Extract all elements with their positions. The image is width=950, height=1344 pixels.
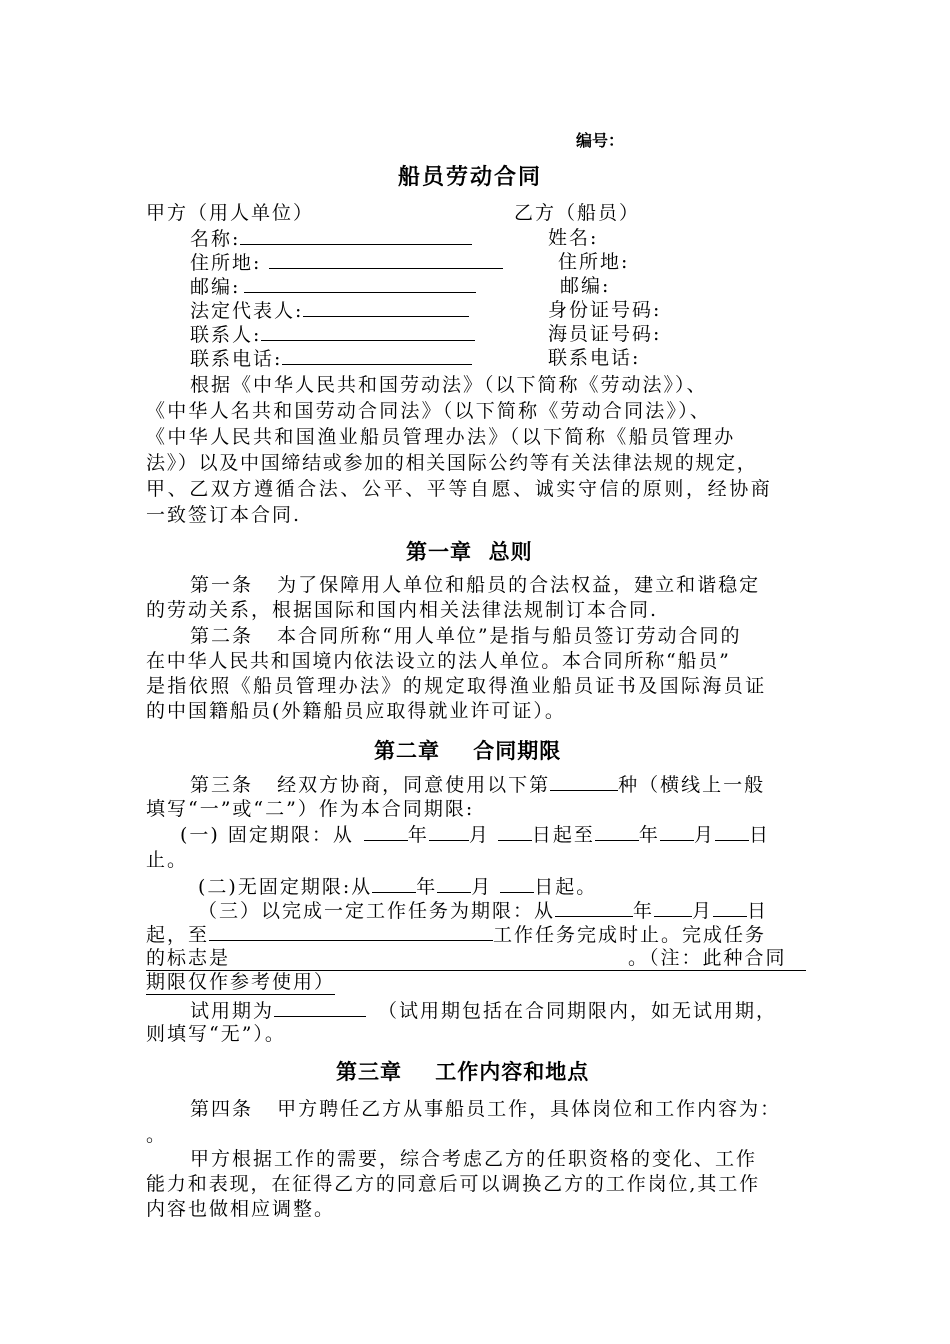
preamble-line-4: 法》）以及中国缔结或参加的相关国际公约等有关法律法规的规定， — [146, 452, 758, 474]
probation-line-1 — [190, 998, 777, 1023]
party-a-postcode-field — [190, 274, 476, 299]
preamble-line-2: 《中华人名共和国劳动合同法》（以下简称《劳动合同法》）、 — [146, 400, 712, 422]
fixed-to-day-blank[interactable] — [715, 822, 749, 841]
party-b-seaman-label: 海员证号码: — [548, 323, 662, 345]
preamble-line-5: 甲、乙双方遵循合法、公平、平等自愿、诚实守信的原则，经协商 — [146, 478, 773, 500]
article-1-line-1: 第一条 为了保障用人单位和船员的合法权益，建立和谐稳定 — [190, 574, 761, 596]
open-from-day-blank[interactable] — [500, 874, 534, 893]
open-from-year-blank[interactable] — [372, 874, 416, 893]
preamble-line-1: 根据《中华人民共和国劳动法》（以下简称《劳动法》）、 — [190, 374, 708, 396]
party-b-phone-label: 联系电话: — [548, 347, 641, 369]
article-2-line-2: 在中华人民共和国境内依法设立的法人单位。本合同所称“船员” — [146, 650, 731, 672]
article-3-text-b: 种（横线上一般 — [618, 774, 766, 796]
article-2-line-4: 的中国籍船员(外籍船员应取得就业许可证）。 — [146, 700, 566, 722]
party-a-contact-label: 联系人: — [190, 324, 262, 346]
task-month-label: 月 — [692, 900, 714, 922]
probation-label: 试用期为 — [190, 1000, 275, 1022]
open-from-month-blank[interactable] — [437, 874, 471, 893]
open-year-label: 年 — [416, 876, 438, 898]
fixed-to-year-blank[interactable] — [595, 822, 639, 841]
party-a-address-blank[interactable] — [269, 250, 503, 269]
fixed-to-year-label: 年 — [638, 824, 660, 846]
fixed-from-month-blank[interactable] — [429, 822, 469, 841]
chapter-3-title: 第三章 工作内容和地点 — [336, 1060, 590, 1084]
open-term-label: (二)无固定期限:从 — [198, 876, 373, 898]
party-a-phone-blank[interactable] — [282, 346, 472, 365]
fixed-term-stop: 止。 — [146, 849, 189, 871]
article-2-line-3: 是指依照《船员管理办法》的规定取得渔业船员证书及国际海员证 — [146, 675, 767, 697]
article-4-line-1: 第四条 甲方聘任乙方从事船员工作，具体岗位和工作内容为： — [190, 1098, 782, 1120]
task-from-day-blank[interactable] — [713, 898, 747, 917]
article-3-type-blank[interactable] — [550, 772, 618, 791]
task-day-label: 日 — [747, 900, 769, 922]
fixed-month-label: 月 — [468, 824, 490, 846]
chapter-1-title: 第一章 总则 — [406, 540, 533, 564]
task-term-line-2 — [146, 922, 766, 947]
party-b-heading: 乙方（船员） — [514, 202, 641, 224]
party-a-name-label: 名称: — [190, 228, 241, 250]
chapter-2-title: 第二章 合同期限 — [374, 739, 562, 763]
fixed-to-day-label: 日 — [748, 824, 770, 846]
task-complete-text: 工作任务完成时止。完成任务 — [493, 924, 767, 946]
party-a-address-label: 住所地: — [190, 252, 262, 274]
open-term-line — [198, 874, 597, 899]
article-3-line-2: 填写“一”或“二”）作为本合同期限: — [146, 798, 475, 820]
chapter-3-para-line-3: 内容也做相应调整。 — [146, 1198, 336, 1220]
probation-blank[interactable] — [274, 998, 366, 1017]
party-a-postcode-blank[interactable] — [244, 274, 476, 293]
preamble-line-6: 一致签订本合同. — [146, 504, 302, 526]
task-note-text: 。（注：此种合同 — [628, 947, 787, 969]
task-name-blank[interactable] — [209, 922, 493, 941]
party-b-id-label: 身份证号码: — [548, 299, 662, 321]
party-a-postcode-label: 邮编: — [190, 276, 241, 298]
task-term-label: （三）以完成一定工作任务为期限：从 — [198, 900, 556, 922]
party-a-name-blank[interactable] — [240, 226, 472, 245]
party-a-legal-rep-label: 法定代表人: — [190, 300, 304, 322]
party-a-name-field — [190, 226, 472, 251]
party-a-contact-blank[interactable] — [261, 322, 475, 341]
probation-note: （试用期包括在合同期限内，如无试用期， — [378, 1000, 778, 1022]
fixed-to-month-blank[interactable] — [660, 822, 694, 841]
party-b-postcode-label: 邮编: — [560, 275, 611, 297]
open-day-label: 日起。 — [534, 876, 598, 898]
task-term-line-3 — [146, 946, 806, 971]
party-a-phone-label: 联系电话: — [190, 348, 283, 370]
article-2-line-1: 第二条 本合同所称“用人单位”是指与船员签订劳动合同的 — [190, 625, 742, 647]
open-month-label: 月 — [471, 876, 493, 898]
article-4-line-2: 。 — [146, 1124, 168, 1146]
fixed-term-line — [180, 822, 770, 847]
fixed-year-label: 年 — [407, 824, 429, 846]
article-3-line-1 — [190, 772, 765, 797]
fixed-to-month-label: 月 — [693, 824, 715, 846]
fixed-from-day-blank[interactable] — [498, 822, 532, 841]
task-from-month-blank[interactable] — [654, 898, 692, 917]
party-a-legal-rep-field — [190, 298, 469, 323]
party-a-legal-rep-blank[interactable] — [303, 298, 469, 317]
chapter-3-para-line-1: 甲方根据工作的需要，综合考虑乙方的任职资格的变化、工作 — [190, 1148, 758, 1170]
article-1-line-2: 的劳动关系，根据国际和国内相关法律法规制订本合同. — [146, 599, 659, 621]
party-b-name-label: 姓名: — [548, 227, 599, 249]
party-a-address-field — [190, 250, 503, 275]
task-term-line-1 — [198, 898, 768, 923]
task-from-year-blank[interactable] — [555, 898, 633, 917]
serial-number-label: 编号： — [576, 131, 625, 150]
article-3-text-a: 第三条 经双方协商，同意使用以下第 — [190, 774, 551, 796]
chapter-3-para-line-2: 能力和表现，在征得乙方的同意后可以调换乙方的工作岗位,其工作 — [146, 1173, 761, 1195]
task-mark-label: 的标志是 — [146, 947, 231, 969]
task-term-line-4: 期限仅作参考使用） — [146, 971, 336, 993]
fixed-day-from-label: 日起至 — [531, 824, 595, 846]
fixed-term-label: (一) 固定期限：从 — [180, 824, 354, 846]
task-year-label: 年 — [633, 900, 655, 922]
party-b-address-label: 住所地: — [558, 251, 630, 273]
party-a-phone-field — [190, 346, 472, 371]
probation-line-2: 则填写“无”）。 — [146, 1023, 286, 1045]
task-to-label: 起，至 — [146, 924, 210, 946]
preamble-line-3: 《中华人民共和国渔业船员管理办法》（以下简称《船员管理办 — [146, 426, 736, 448]
fixed-from-year-blank[interactable] — [364, 822, 408, 841]
party-a-contact-field — [190, 322, 475, 347]
contract-title: 船员劳动合同 — [398, 165, 543, 190]
party-a-heading: 甲方（用人单位） — [146, 202, 315, 224]
